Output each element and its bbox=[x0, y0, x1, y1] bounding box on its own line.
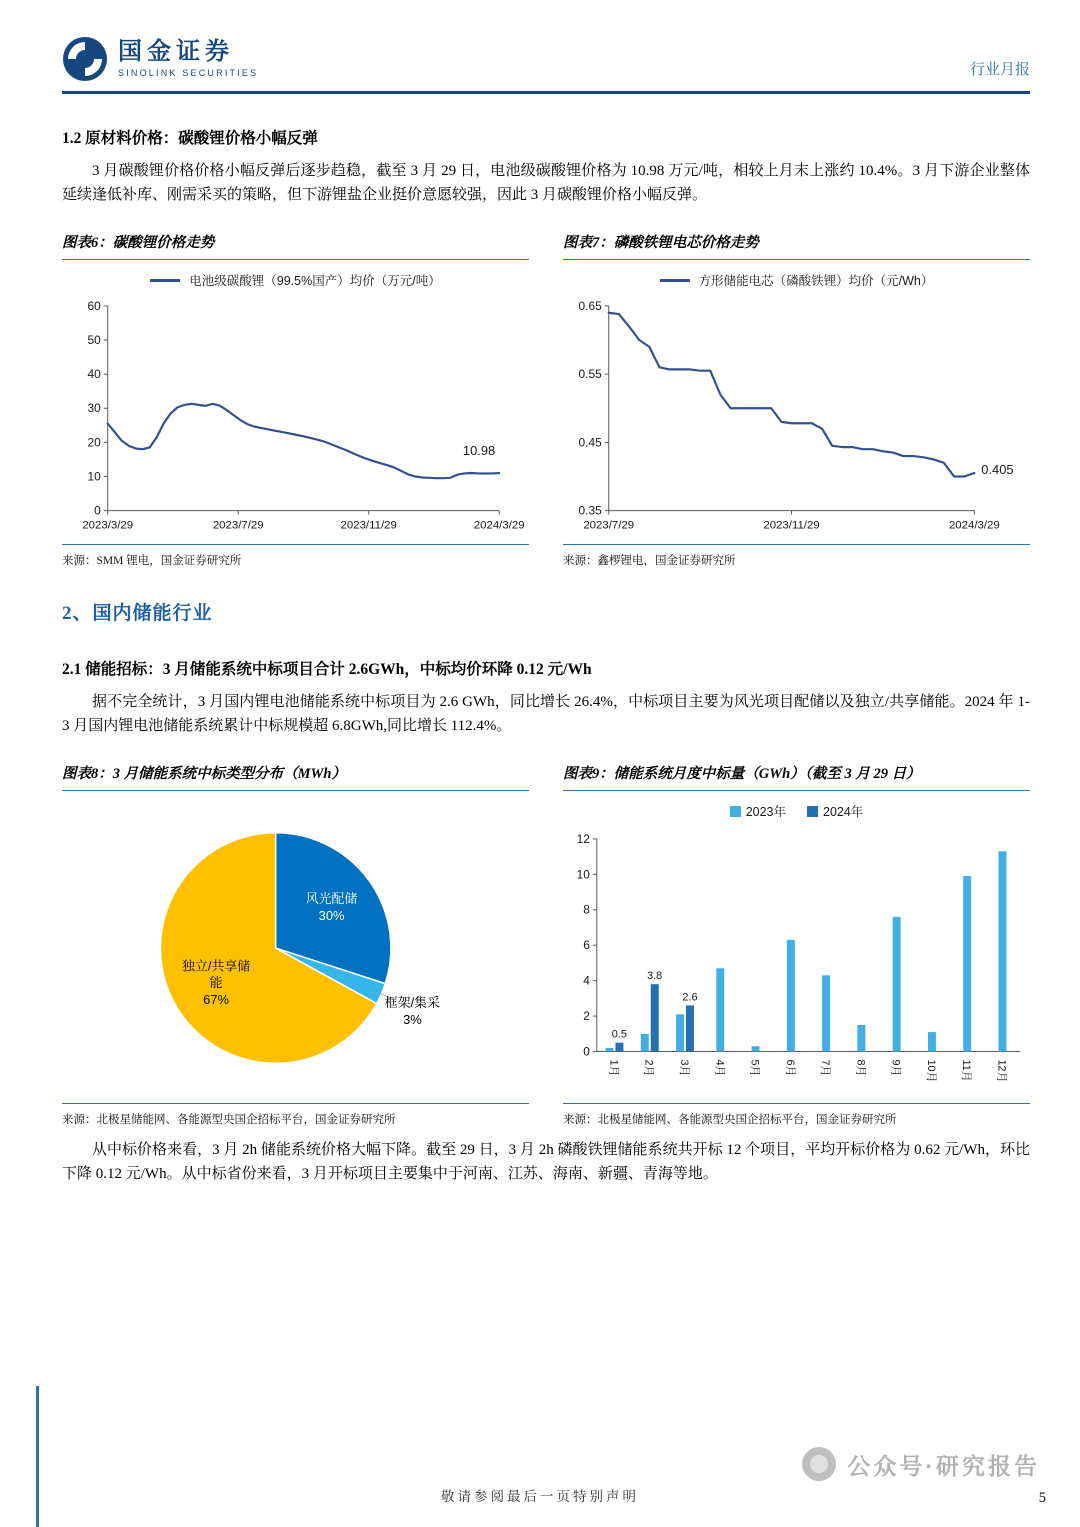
svg-text:2024/3/29: 2024/3/29 bbox=[473, 519, 525, 532]
figure-8 bbox=[62, 762, 529, 1127]
svg-text:2023/7/29: 2023/7/29 bbox=[583, 519, 635, 532]
legend-line-swatch bbox=[660, 279, 690, 282]
page-content bbox=[0, 126, 1080, 1186]
bid-price-paragraph: 从中标价格来看，3 月 2h 储能系统价格大幅下降。截至 29 日，3 月 2h 磷酸铁锂储能系统共开标 12 个项目，平均开标价格为 0.62 元/Wh，环比下降 0.12 元/Wh。从中标省份来看，3 月开标项目主要集中于河南、江苏、海南、新疆、青海等地。 bbox=[62, 1142, 1030, 1182]
left-accent-bar bbox=[36, 1386, 39, 1527]
figure-6-chart-area bbox=[62, 260, 529, 542]
watermark-text: 公众号·研究报告 bbox=[847, 1452, 1040, 1479]
section-1-2-paragraph: 3 月碳酸锂价格价格小幅反弹后逐步趋稳，截至 3 月 29 日，电池级碳酸锂价格为 10.98 万元/吨，相较上月末上涨约 10.4%。3 月下游企业整体延续逢低补库、刚需采买的策略，但下游锂盐企业挺价意愿较强，因此 3 月碳酸锂价格小幅反弹。 bbox=[62, 163, 1030, 203]
report-header bbox=[0, 0, 1080, 82]
report-type-label: 行业月报 bbox=[969, 62, 1030, 78]
page-number: 5 bbox=[1038, 1490, 1046, 1506]
figure-7-legend-label: 方形储能电芯（磷酸铁锂）均价（元/Wh） bbox=[698, 274, 934, 288]
legend-swatch-2023 bbox=[730, 806, 741, 817]
svg-text:10: 10 bbox=[87, 469, 101, 484]
svg-text:10月: 10月 bbox=[924, 1059, 937, 1083]
svg-text:10: 10 bbox=[576, 867, 590, 882]
svg-text:10.98: 10.98 bbox=[462, 443, 496, 459]
svg-text:30%: 30% bbox=[318, 907, 345, 923]
figure-6-line-chart bbox=[62, 292, 529, 540]
svg-text:3.8: 3.8 bbox=[647, 970, 663, 983]
svg-text:5月: 5月 bbox=[748, 1059, 761, 1077]
svg-text:风光配储: 风光配储 bbox=[305, 890, 358, 906]
brand bbox=[62, 36, 258, 82]
svg-text:0.55: 0.55 bbox=[578, 367, 602, 382]
figure-7 bbox=[563, 231, 1030, 568]
figure-9-legend bbox=[563, 799, 1030, 823]
svg-text:独立/共享储: 独立/共享储 bbox=[182, 958, 251, 974]
svg-text:0: 0 bbox=[583, 1044, 590, 1059]
svg-text:0.45: 0.45 bbox=[578, 435, 602, 450]
figure-6-title: 图表6：碳酸锂价格走势 bbox=[62, 231, 529, 260]
section-2-1-paragraph: 据不完全统计，3 月国内锂电池储能系统中标项目为 2.6 GWh，同比增长 26.4%，中标项目主要为风光项目配储以及独立/共享储能。2024 年 1-3 月国内锂电池储能系统累计中标规模超 6.8GWh,同比增长 112.4%。 bbox=[62, 694, 1030, 734]
svg-text:2.6: 2.6 bbox=[682, 991, 698, 1004]
svg-text:12: 12 bbox=[576, 831, 590, 846]
svg-text:2023/11/29: 2023/11/29 bbox=[340, 519, 397, 532]
svg-text:框架/集采: 框架/集采 bbox=[384, 995, 441, 1011]
svg-text:67%: 67% bbox=[203, 992, 230, 1008]
section-2-1-heading: 2.1 储能招标：3 月储能系统中标项目合计 2.6GWh，中标均价环降 0.12 元/Wh bbox=[62, 661, 592, 678]
figures-row-1 bbox=[62, 231, 1030, 568]
svg-text:0: 0 bbox=[94, 503, 101, 518]
svg-text:0.65: 0.65 bbox=[578, 298, 602, 313]
brand-name-cn: 国金证券 bbox=[118, 38, 234, 65]
legend-item-2024 bbox=[807, 802, 863, 820]
footer-disclaimer: 敬请参阅最后一页特别声明 bbox=[441, 1489, 639, 1504]
svg-text:3月: 3月 bbox=[677, 1059, 690, 1077]
figure-8-title: 图表8：3 月储能系统中标类型分布（MWh） bbox=[62, 762, 529, 791]
svg-text:0.5: 0.5 bbox=[611, 1028, 627, 1041]
figure-8-pie-chart bbox=[62, 799, 529, 1097]
brand-text bbox=[118, 40, 258, 78]
legend-line-swatch bbox=[150, 279, 180, 282]
figure-9-bar-chart bbox=[563, 823, 1030, 1097]
figure-9-source: 来源：北极星储能网、各能源型央国企招标平台，国金证券研究所 bbox=[563, 1103, 1030, 1127]
legend-item-2023 bbox=[730, 802, 786, 820]
figures-row-2 bbox=[62, 762, 1030, 1127]
svg-text:2023/3/29: 2023/3/29 bbox=[82, 519, 134, 532]
svg-text:2023/7/29: 2023/7/29 bbox=[212, 519, 264, 532]
figure-7-chart-area bbox=[563, 260, 1030, 542]
svg-text:6: 6 bbox=[583, 938, 590, 953]
svg-text:6月: 6月 bbox=[783, 1059, 796, 1077]
svg-text:9月: 9月 bbox=[889, 1059, 902, 1077]
figure-7-source: 来源：鑫椤锂电，国金证券研究所 bbox=[563, 544, 1030, 568]
header-divider bbox=[62, 91, 1030, 94]
legend-label-2024: 2024年 bbox=[823, 805, 864, 819]
svg-text:50: 50 bbox=[87, 332, 101, 347]
figure-7-title: 图表7：磷酸铁锂电芯价格走势 bbox=[563, 231, 1030, 260]
svg-text:能: 能 bbox=[209, 975, 223, 991]
svg-text:8: 8 bbox=[583, 902, 590, 917]
svg-text:8月: 8月 bbox=[854, 1059, 867, 1077]
watermark bbox=[802, 1447, 1040, 1481]
brand-logo-icon bbox=[62, 36, 108, 82]
figure-7-legend bbox=[563, 268, 1030, 292]
section-2-heading: 2、国内储能行业 bbox=[62, 603, 213, 624]
svg-text:4月: 4月 bbox=[713, 1059, 726, 1077]
figure-9-chart-area bbox=[563, 791, 1030, 1101]
svg-text:2024/3/29: 2024/3/29 bbox=[948, 519, 1000, 532]
svg-text:2: 2 bbox=[583, 1009, 590, 1024]
figure-8-chart-area bbox=[62, 791, 529, 1101]
figure-6 bbox=[62, 231, 529, 568]
figure-8-source: 来源：北极星储能网、各能源型央国企招标平台，国金证券研究所 bbox=[62, 1103, 529, 1127]
figure-6-legend bbox=[62, 268, 529, 292]
svg-text:12月: 12月 bbox=[995, 1059, 1008, 1083]
svg-text:2月: 2月 bbox=[642, 1059, 655, 1077]
svg-text:60: 60 bbox=[87, 298, 101, 313]
svg-text:40: 40 bbox=[87, 367, 101, 382]
svg-text:2023/11/29: 2023/11/29 bbox=[763, 519, 820, 532]
svg-text:0.405: 0.405 bbox=[981, 462, 1014, 478]
svg-text:3%: 3% bbox=[403, 1012, 422, 1028]
legend-swatch-2024 bbox=[807, 806, 818, 817]
figure-6-legend-label: 电池级碳酸锂（99.5%国产）均价（万元/吨） bbox=[189, 274, 441, 288]
figure-7-line-chart bbox=[563, 292, 1030, 540]
svg-text:7月: 7月 bbox=[819, 1059, 832, 1077]
svg-text:1月: 1月 bbox=[607, 1059, 620, 1077]
brand-name-en: SINOLINK SECURITIES bbox=[118, 68, 259, 78]
section-1-2-heading: 1.2 原材料价格：碳酸锂价格小幅反弹 bbox=[62, 130, 318, 147]
svg-text:11月: 11月 bbox=[960, 1059, 973, 1082]
watermark-logo-icon bbox=[802, 1447, 836, 1481]
svg-text:0.35: 0.35 bbox=[578, 503, 602, 518]
figure-6-source: 来源：SMM 锂电，国金证券研究所 bbox=[62, 544, 529, 568]
figure-9 bbox=[563, 762, 1030, 1127]
svg-text:20: 20 bbox=[87, 435, 101, 450]
legend-label-2023: 2023年 bbox=[745, 805, 786, 819]
figure-9-title: 图表9：储能系统月度中标量（GWh）（截至 3 月 29 日） bbox=[563, 762, 1030, 791]
svg-text:30: 30 bbox=[87, 401, 101, 416]
svg-text:4: 4 bbox=[583, 973, 590, 988]
